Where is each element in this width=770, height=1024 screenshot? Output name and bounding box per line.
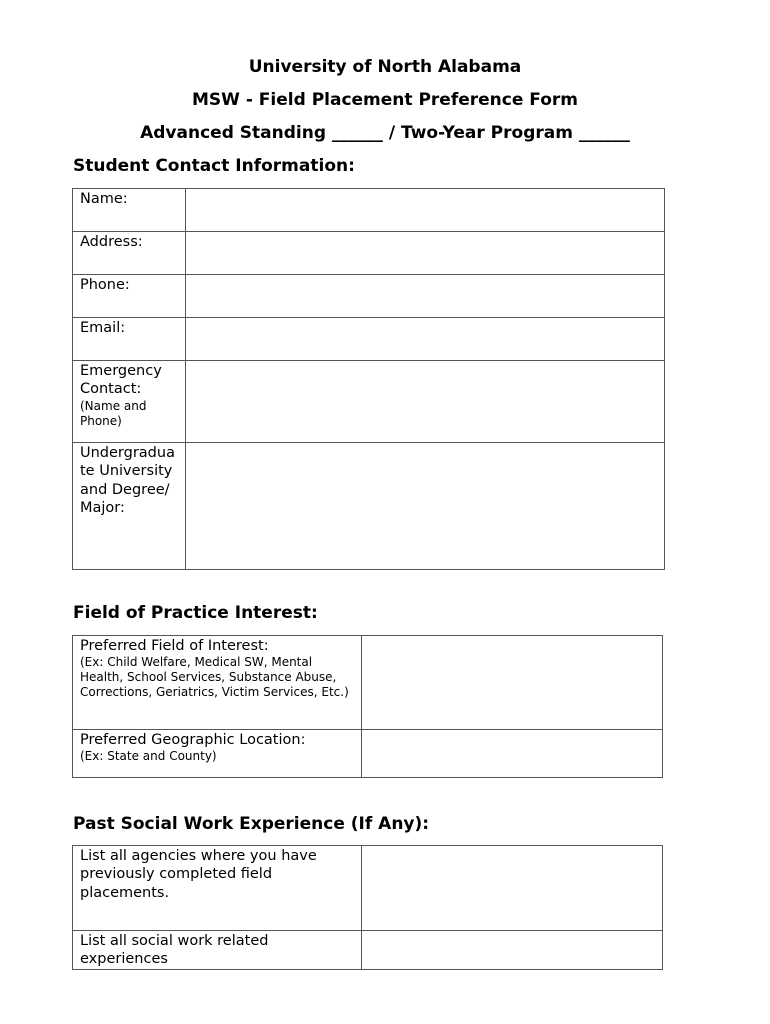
table-row xyxy=(73,361,665,443)
experience-table xyxy=(72,845,663,970)
table-row xyxy=(73,275,665,318)
emergency-contact-field[interactable] xyxy=(186,361,665,443)
geographic-location-note: (Ex: State and County) xyxy=(80,749,217,764)
name-label: Name: xyxy=(73,189,186,232)
undergraduate-field[interactable] xyxy=(186,443,665,570)
field-of-interest-note: (Ex: Child Welfare, Medical SW, Mental Health, School Services, Substance Abuse, Corrections, Geriatrics, Victim Services, Etc.) xyxy=(80,655,349,700)
geographic-location-field[interactable] xyxy=(362,730,663,778)
table-row xyxy=(73,846,663,931)
field-of-interest-cell xyxy=(73,636,362,730)
table-row xyxy=(73,931,663,970)
field-of-interest-field[interactable] xyxy=(362,636,663,730)
field-of-interest-label: Preferred Field of Interest: xyxy=(80,638,269,654)
agencies-field[interactable] xyxy=(362,846,663,931)
table-row xyxy=(73,730,663,778)
emergency-contact-label: Emergency Contact: xyxy=(80,363,162,398)
practice-table xyxy=(72,635,663,778)
name-field[interactable] xyxy=(186,189,665,232)
form-title: MSW - Field Placement Preference Form xyxy=(192,90,578,110)
email-label: Email: xyxy=(73,318,186,361)
email-field[interactable] xyxy=(186,318,665,361)
experiences-label: List all social work related experiences xyxy=(73,931,362,970)
phone-label: Phone: xyxy=(73,275,186,318)
program-line: Advanced Standing ______ / Two-Year Program ______ xyxy=(140,123,630,143)
address-label: Address: xyxy=(73,232,186,275)
practice-section-heading: Field of Practice Interest: xyxy=(73,603,318,623)
contact-table xyxy=(72,188,665,570)
emergency-contact-cell xyxy=(73,361,186,443)
geographic-location-label: Preferred Geographic Location: xyxy=(80,732,306,748)
address-field[interactable] xyxy=(186,232,665,275)
experience-section-heading: Past Social Work Experience (If Any): xyxy=(73,814,430,834)
table-row xyxy=(73,232,665,275)
agencies-label: List all agencies where you have previously completed field placements. xyxy=(73,846,362,931)
experiences-field[interactable] xyxy=(362,931,663,970)
table-row xyxy=(73,636,663,730)
geographic-location-cell xyxy=(73,730,362,778)
undergraduate-label: Undergraduate University and Degree/Major: xyxy=(73,443,186,570)
table-row xyxy=(73,318,665,361)
table-row xyxy=(73,189,665,232)
university-title: University of North Alabama xyxy=(248,57,522,77)
table-row xyxy=(73,443,665,570)
phone-field[interactable] xyxy=(186,275,665,318)
emergency-contact-note: (Name and Phone) xyxy=(80,398,147,428)
contact-section-heading: Student Contact Information: xyxy=(73,156,355,176)
